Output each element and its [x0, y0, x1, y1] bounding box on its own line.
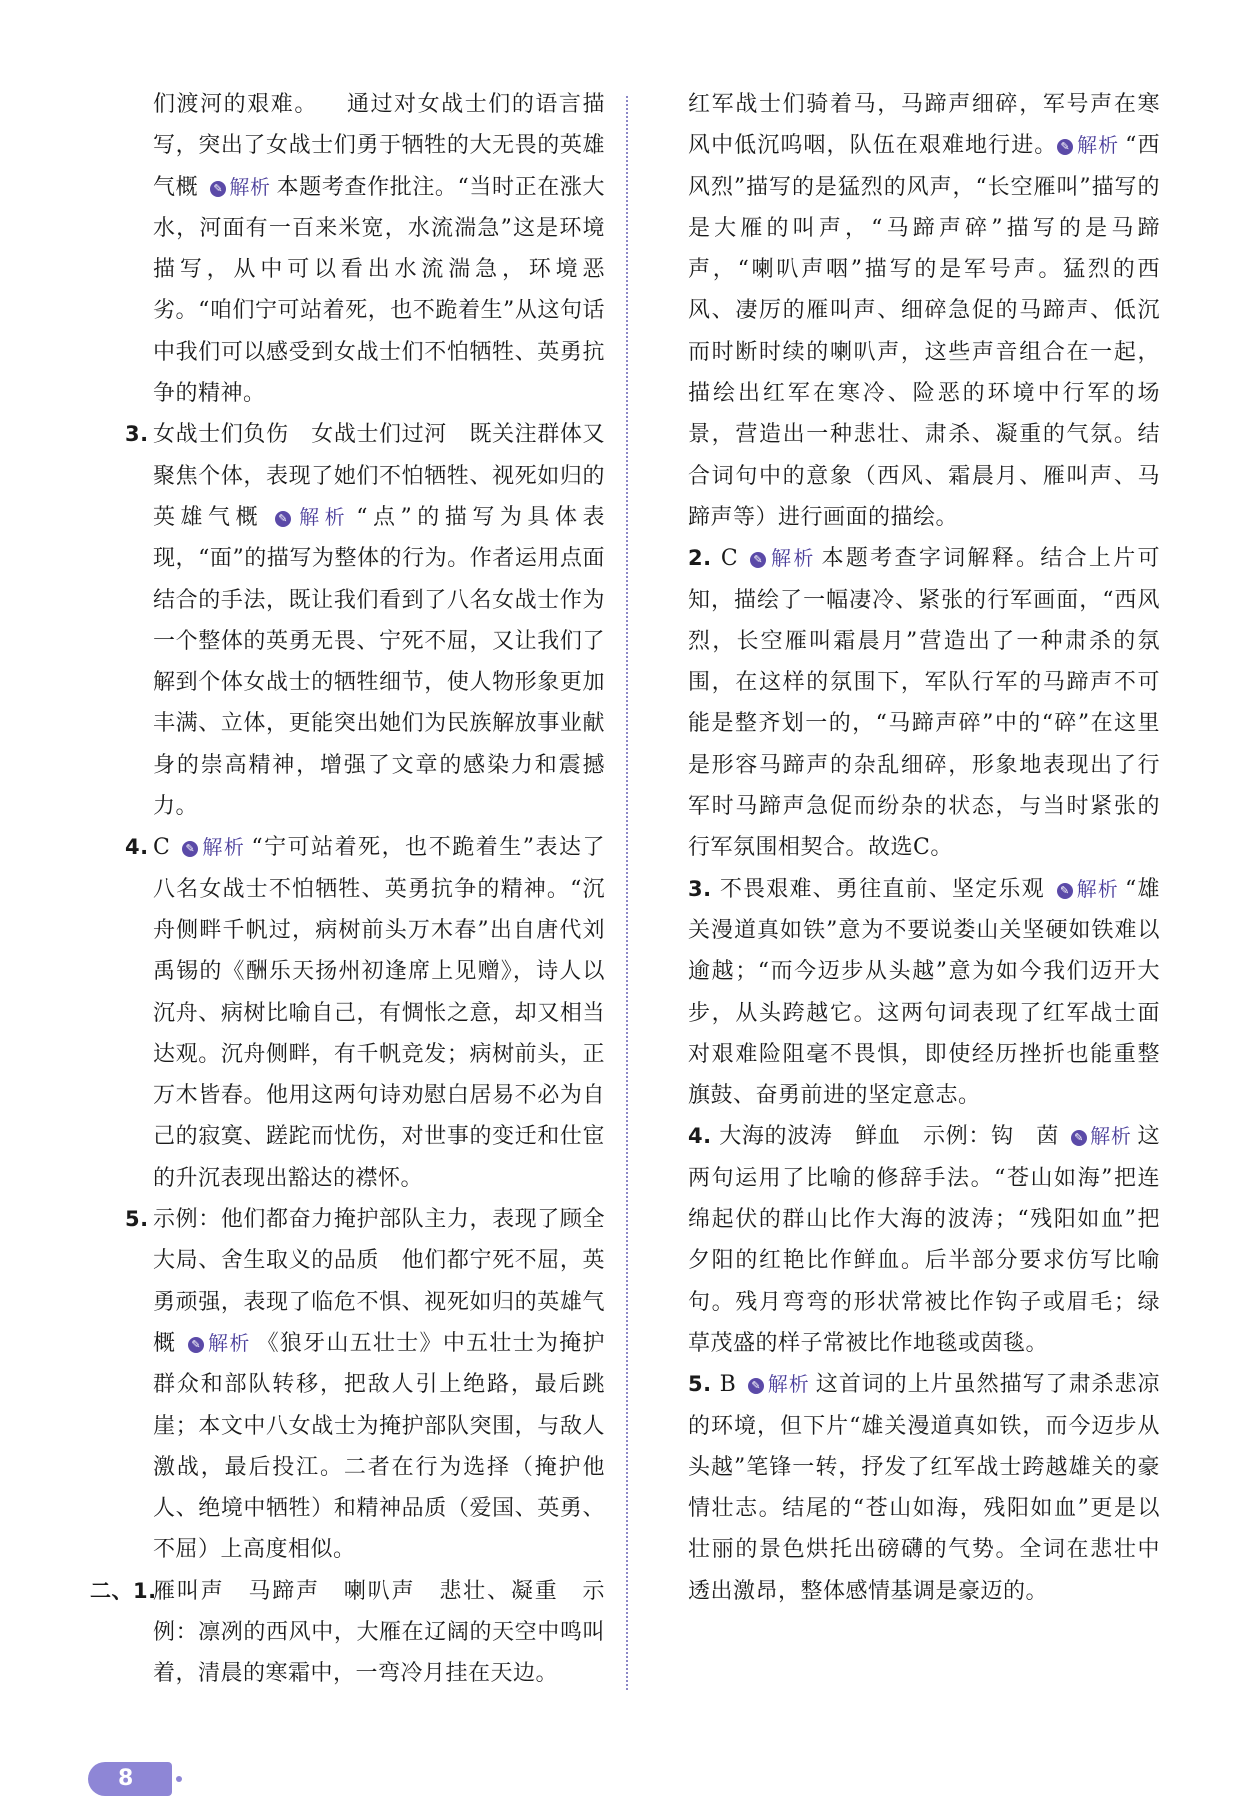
analysis-icon: ✎ [1057, 883, 1073, 899]
answer-item-4 [95, 827, 605, 1199]
analysis-icon: ✎ [188, 1337, 204, 1353]
item-number: 5. [688, 1372, 712, 1397]
analysis-icon: ✎ [750, 552, 766, 568]
continuation-right [688, 84, 1160, 538]
analysis-tag: ✎ 解析 [748, 1372, 809, 1396]
answer-item-r3 [688, 869, 1160, 1117]
answer-text: 不畏艰难、勇往直前、坚定乐观 [719, 876, 1045, 902]
answer-text: 红军战士们骑着马，马蹄声细碎，军号声在寒风中低沉呜咽，队伍在艰难地行进。 [688, 92, 1160, 159]
analysis-tag: ✎ 解析 [1071, 1124, 1131, 1148]
analysis-text: 本题考查字词解释。结合上片可知，描绘了一幅凄冷、紧张的行军画面，“西风烈，长空雁叫霜晨月”营造出了一种肃杀的氛围，在这样的氛围下，军队行军的马蹄声不可能是整齐划一的，“马蹄声碎”中的“碎”在这里是形容马蹄声的杂乱细碎，形象地表现出了行军时马蹄声急促而纷杂的状态，与当时紧张的行军氛围相契合。故选C。 [688, 546, 1160, 861]
answer-text: 们渡河的艰难。 [153, 92, 318, 117]
item-number: 3. [125, 422, 149, 447]
analysis-text: 这首词的上片虽然描写了肃杀悲凉的环境，但下片“雄关漫道真如铁，而今迈步从头越”笔锋一转，抒发了红军战士跨越雄关的豪情壮志。结尾的“苍山如海，残阳如血”更是以壮丽的景色烘托出磅礴的气势。全词在悲壮中透出激昂，整体感情基调是豪迈的。 [688, 1372, 1160, 1604]
analysis-tag: ✎ 解析 [210, 175, 270, 199]
answer-item-section2-1 [90, 1571, 605, 1695]
analysis-tag: ✎ 解析 [275, 505, 350, 529]
answer-text: B [719, 1372, 737, 1398]
analysis-tag: ✎ 解析 [1057, 133, 1119, 157]
analysis-icon: ✎ [182, 841, 198, 857]
analysis-text: 这两句运用了比喻的修辞手法。“苍山如海”把连绵起伏的群山比作大海的波涛；“残阳如血”把夕阳的红艳比作鲜血。后半部分要求仿写比喻句。残月弯弯的形状常被比作钩子或眉毛；绿草茂盛的样子常被比作地毯或茵毯。 [688, 1124, 1161, 1356]
answer-item-r4 [688, 1116, 1160, 1364]
analysis-icon: ✎ [275, 511, 291, 527]
analysis-text: “宁可站着死，也不跪着生”表达了八名女战士不怕牺牲、英勇抗争的精神。“沉舟侧畔千帆过，病树前头万木春”出自唐代刘禹锡的《酬乐天扬州初逢席上见赠》，诗人以沉舟、病树比喻自己，有惆怅之意，却又相当达观。沉舟侧畔，有千帆竞发；病树前头，正万木皆春。他用这两句诗劝慰白居易不必为自己的寂寞、蹉跎而忧伤，对世事的变迁和仕宦的升沉表现出豁达的襟怀。 [153, 835, 606, 1191]
answer-text: C [153, 835, 171, 861]
analysis-text: 本题考查作批注。“当时正在涨大水，河面有一百来米宽，水流湍急”这是环境描写，从中可以看出水流湍急，环境恶劣。“咱们宁可站着死，也不跪着生”从这句话中我们可以感受到女战士们不怕牺牲、英勇抗争的精神。 [153, 174, 606, 407]
analysis-text: “西风烈”描写的是猛烈的风声，“长空雁叫”描写的是大雁的叫声，“马蹄声碎”描写的是马蹄声，“喇叭声咽”描写的是军号声。猛烈的西风、凄厉的雁叫声、细碎急促的马蹄声、低沉而时断时续的喇叭声，这些声音组合在一起，描绘出红军在寒冷、险恶的环境中行军的场景，营造出一种悲壮、肃杀、凝重的气氛。结合词句中的意象（西风、霜晨月、雁叫声、马蹄声等）进行画面的描绘。 [688, 133, 1160, 530]
item-number: 5. [125, 1207, 149, 1232]
answer-text: 雁叫声 马蹄声 喇叭声 悲壮、凝重 示例：凛冽的西风中，大雁在辽阔的天空中鸣叫着，清晨的寒霜中，一弯冷月挂在天边。 [153, 1578, 605, 1687]
item-number: 4. [125, 835, 149, 860]
item-number: 3. [688, 876, 712, 901]
analysis-icon: ✎ [748, 1378, 764, 1394]
analysis-tag: ✎ 解析 [182, 835, 245, 859]
answer-item-r5 [688, 1364, 1160, 1612]
left-column [90, 84, 606, 1695]
answer-item-3 [95, 414, 605, 827]
answer-text: 通过对女战士们的语言描写，突出了女战士们勇于牺牲的大无畏的英雄气概 [153, 92, 605, 200]
item-number: 2. [688, 546, 712, 571]
page-number: 8 [118, 1766, 134, 1791]
column-divider [626, 96, 628, 1690]
analysis-tag: ✎ 解析 [188, 1331, 250, 1355]
item-number: 二、1. [90, 1578, 157, 1603]
answer-item-5 [95, 1199, 605, 1571]
analysis-icon: ✎ [1057, 139, 1073, 155]
analysis-text: 《狼牙山五壮士》中五壮士为掩护群众和部队转移，把敌人引上绝路，最后跳崖；本文中八女战士为掩护部队突围，与敌人激战，最后投江。二者在行为选择（掩护他人、绝境中牺牲）和精神品质（爱国、英勇、不屈）上高度相似。 [153, 1330, 605, 1563]
right-column [688, 84, 1160, 1612]
analysis-icon: ✎ [210, 181, 226, 197]
continuation-left [95, 84, 605, 414]
analysis-text: “点”的描写为具体表现，“面”的描写为整体的行为。作者运用点面结合的手法，既让我们看到了八名女战士作为一个整体的英勇无畏、宁死不屈，又让我们了解到个体女战士的牺牲细节，使人物形象更加丰满、立体，更能突出她们为民族解放事业献身的崇高精神，增强了文章的感染力和震撼力。 [153, 504, 605, 820]
analysis-tag: ✎ 解析 [750, 546, 815, 570]
answer-text: 大海的波涛 鲜血 示例：钩 茵 [719, 1124, 1060, 1150]
page-number-badge [88, 1762, 172, 1796]
page-number-dot [176, 1776, 182, 1782]
analysis-text: “雄关漫道真如铁”意为不要说娄山关坚硬如铁难以逾越；“而今迈步从头越”意为如今我们迈开大步，从头跨越它。这两句词表现了红军战士面对艰难险阻毫不畏惧，即使经历挫折也能重整旗鼓、奋勇前进的坚定意志。 [688, 876, 1160, 1109]
answer-item-r2 [688, 538, 1160, 868]
item-number: 4. [688, 1124, 712, 1149]
answer-text: C [720, 546, 739, 572]
analysis-tag: ✎ 解析 [1057, 877, 1119, 901]
analysis-icon: ✎ [1071, 1130, 1087, 1146]
answer-text: 女战士们负伤 女战士们过河 既关注群体又聚焦个体，表现了她们不怕牺牲、视死如归的英雄气概 [153, 422, 605, 530]
answer-text: 示例：他们都奋力掩护部队主力，表现了顾全大局、舍生取义的品质 他们都宁死不屈，英勇顽强，表现了临危不惧、视死如归的英雄气概 [153, 1207, 605, 1356]
